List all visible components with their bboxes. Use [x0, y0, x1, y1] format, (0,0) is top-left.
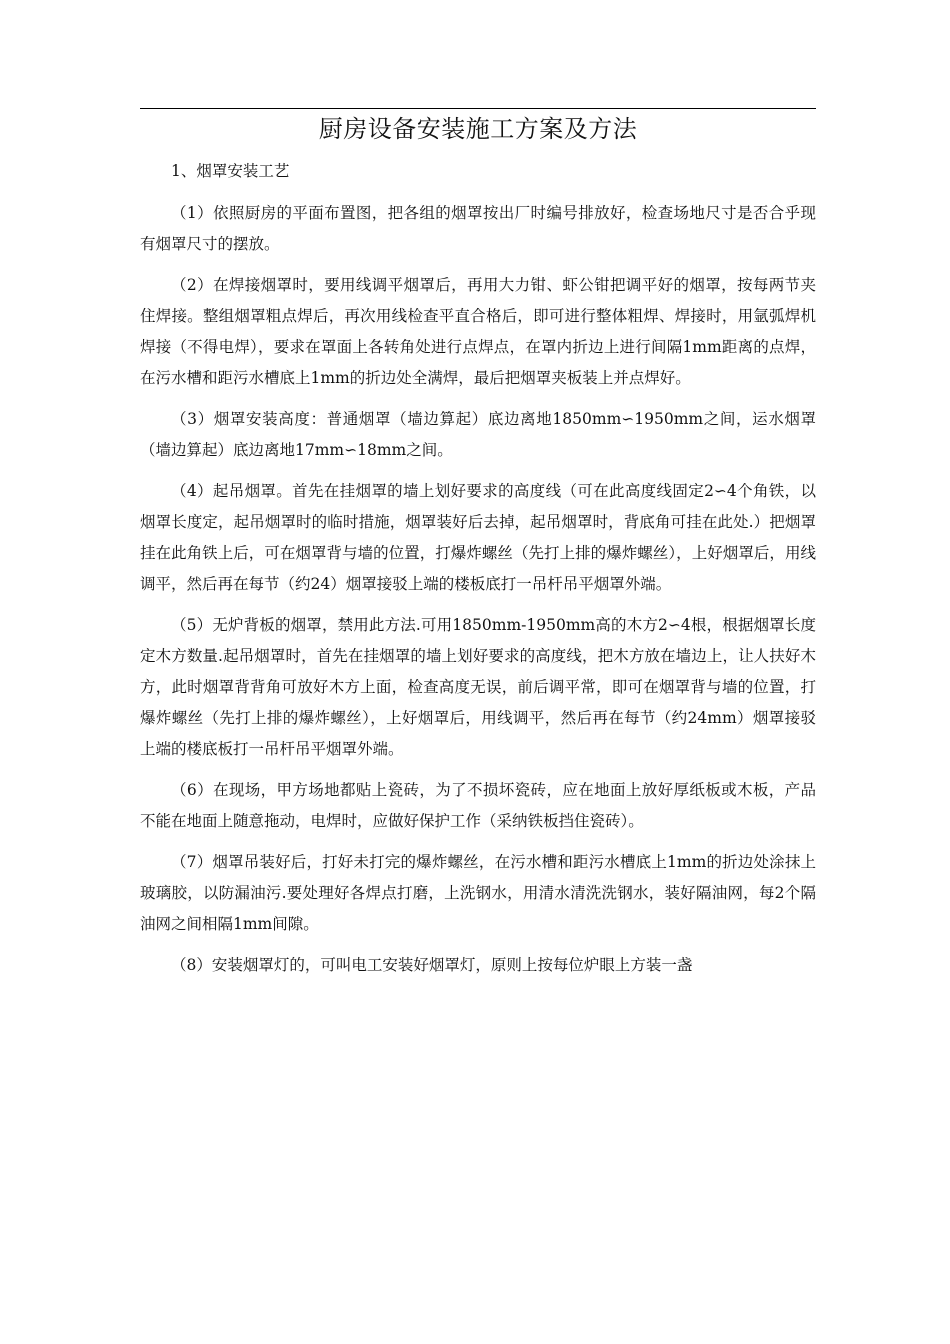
paragraph: （4）起吊烟罩。首先在挂烟罩的墙上划好要求的高度线（可在此高度线固定2∽4个角铁，以烟罩长度定，起吊烟罩时的临时措施，烟罩装好后去掉，起吊烟罩时，背底角可挂在此处.）把烟罩挂在此角铁上后，可在烟罩背与墙的位置，打爆炸螺丝（先打上排的爆炸螺丝），上好烟罩后，用线调平，然后再在每节（约24）烟罩接驳上端的楼板底打一吊杆吊平烟罩外端。	[140, 482, 816, 593]
paragraph: （6）在现场，甲方场地都贴上瓷砖，为了不损坏瓷砖，应在地面上放好厚纸板或木板，产品不能在地面上随意拖动，电焊时，应做好保护工作（采纳铁板挡住瓷砖）。	[140, 781, 816, 830]
section-heading: 1、烟罩安装工艺	[171, 162, 290, 180]
document-body	[140, 156, 816, 991]
paragraph: （8）安装烟罩灯的，可叫电工安装好烟罩灯，原则上按每位炉眼上方装一盏	[171, 956, 693, 974]
paragraph: （2）在焊接烟罩时，要用线调平烟罩后，再用大力钳、虾公钳把调平好的烟罩，按每两节夹住焊接。整组烟罩粗点焊后，再次用线检查平直合格后，即可进行整体粗焊、焊接时，用氩弧焊机焊接（不得电焊），要求在罩面上各转角处进行点焊点，在罩内折边上进行间隔1mm距离的点焊，在污水槽和距污水槽底上1mm的折边处全满焊，最后把烟罩夹板装上并点焊好。	[140, 276, 816, 387]
paragraph: （7）烟罩吊装好后，打好未打完的爆炸螺丝，在污水槽和距污水槽底上1mm的折边处涂抹上玻璃胶，以防漏油污.要处理好各焊点打磨，上洗钢水，用清水清洗洗钢水，装好隔油网，每2个隔油网之间相隔1mm间隙。	[140, 853, 816, 933]
page-title: 厨房设备安装施工方案及方法	[318, 115, 638, 143]
paragraph: （1）依照厨房的平面布置图，把各组的烟罩按出厂时编号排放好，检查场地尺寸是否合乎现有烟罩尺寸的摆放。	[140, 204, 816, 253]
header-rule	[140, 108, 816, 109]
paragraph: （3）烟罩安装高度：普通烟罩（墙边算起）底边离地1850mm∽1950mm之间，运水烟罩（墙边算起）底边离地17mm∽18mm之间。	[140, 410, 816, 459]
paragraph: （5）无炉背板的烟罩，禁用此方法.可用1850mm-1950mm高的木方2∽4根，根据烟罩长度定木方数量.起吊烟罩时，首先在挂烟罩的墙上划好要求的高度线，把木方放在墙边上，让人扶好木方，此时烟罩背背角可放好木方上面，检查高度无误，前后调平常，即可在烟罩背与墙的位置，打爆炸螺丝（先打上排的爆炸螺丝），上好烟罩后，用线调平，然后再在每节（约24mm）烟罩接驳上端的楼底板打一吊杆吊平烟罩外端。	[140, 616, 816, 758]
